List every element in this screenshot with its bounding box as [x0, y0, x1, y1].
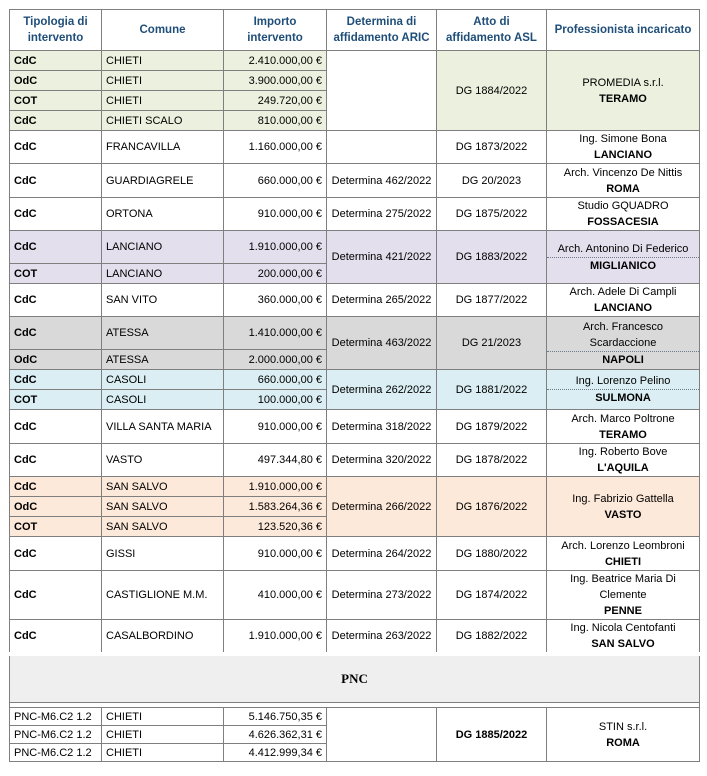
cell-tipologia: CdC: [10, 198, 102, 231]
cell-comune: CHIETI: [102, 51, 224, 71]
professionista-city: CHIETI: [604, 555, 642, 568]
cell-determina-aric: Determina 263/2022: [327, 620, 437, 655]
interventions-table: [9, 9, 700, 762]
cell-comune: CHIETI: [102, 744, 224, 762]
cell-comune: SAN SALVO: [102, 517, 224, 537]
cell-determina-aric: Determina 262/2022: [327, 370, 437, 410]
cell-importo: 497.344,80 €: [224, 444, 327, 477]
cell-professionista: [547, 410, 700, 444]
cell-determina-aric: Determina 265/2022: [327, 284, 437, 317]
cell-comune: CASOLI: [102, 370, 224, 390]
professionista-city: SULMONA: [595, 392, 651, 404]
cell-atto-asl: DG 1882/2022: [437, 620, 547, 655]
cell-atto-asl: DG 1881/2022: [437, 370, 547, 410]
professionista-city: PENNE: [604, 605, 642, 617]
table-row: [10, 537, 700, 571]
cell-importo: 100.000,00 €: [224, 390, 327, 410]
cell-determina-aric: Determina 273/2022: [327, 571, 437, 620]
cell-importo: 1.160.000,00 €: [224, 131, 327, 164]
cell-tipologia: COT: [10, 91, 102, 111]
professionista-city: TERAMO: [599, 92, 647, 105]
professionista-name: PROMEDIA s.r.l.: [582, 76, 664, 89]
cell-determina-aric: Determina 462/2022: [327, 164, 437, 198]
header-professionista: Professionista incaricato: [547, 10, 700, 51]
professionista-city: LANCIANO: [593, 149, 653, 161]
professionista-city: SAN SALVO: [591, 638, 655, 650]
cell-atto-asl: DG 1884/2022: [437, 51, 547, 131]
cell-atto-asl: DG 1875/2022: [437, 198, 547, 231]
professionista-name: Arch. Vincenzo De Nittis: [563, 166, 683, 179]
header-atto-asl: Atto di affidamento ASL: [437, 10, 547, 51]
cell-determina-aric: Determina 463/2022: [327, 317, 437, 370]
cell-importo: 2.000.000,00 €: [224, 350, 327, 370]
cell-importo: 810.000,00 €: [224, 111, 327, 131]
cell-comune: CHIETI SCALO: [102, 111, 224, 131]
cell-comune: GISSI: [102, 537, 224, 571]
professionista-city: NAPOLI: [602, 353, 644, 366]
cell-tipologia: COT: [10, 264, 102, 284]
cell-importo: 1.583.264,36 €: [224, 497, 327, 517]
cell-professionista: [547, 477, 700, 537]
header-importo: Importo intervento: [224, 10, 327, 51]
professionista-name: Studio GQUADRO: [577, 200, 669, 212]
cell-atto-asl: DG 1876/2022: [437, 477, 547, 537]
cell-importo: 4.412.999,34 €: [224, 744, 327, 762]
cell-professionista: [547, 444, 700, 477]
cell-professionista: [547, 51, 700, 131]
cell-tipologia: CdC: [10, 131, 102, 164]
cell-importo: 1.910.000,00 €: [224, 231, 327, 264]
cell-tipologia: CdC: [10, 317, 102, 350]
cell-tipologia: CdC: [10, 111, 102, 131]
cell-atto-asl: DG 20/2023: [437, 164, 547, 198]
cell-determina-aric: Determina 266/2022: [327, 477, 437, 537]
table-body: [10, 51, 700, 762]
professionista-name: Arch. Francesco Scardaccione: [582, 320, 664, 349]
cell-tipologia: CdC: [10, 410, 102, 444]
cell-determina-aric: Determina 264/2022: [327, 537, 437, 571]
cell-atto-asl: DG 1883/2022: [437, 231, 547, 284]
cell-comune: ORTONA: [102, 198, 224, 231]
cell-tipologia: PNC-M6.C2 1.2: [10, 744, 102, 762]
cell-importo: 4.626.362,31 €: [224, 726, 327, 744]
professionista-name: Ing. Roberto Bove: [578, 446, 668, 458]
cell-importo: 360.000,00 €: [224, 284, 327, 317]
cell-tipologia: COT: [10, 517, 102, 537]
table-row: [10, 571, 700, 620]
table-row: [10, 164, 700, 198]
cell-comune: LANCIANO: [102, 231, 224, 264]
professionista-name: Ing. Simone Bona: [579, 133, 667, 145]
cell-comune: VILLA SANTA MARIA: [102, 410, 224, 444]
cell-comune: SAN SALVO: [102, 477, 224, 497]
professionista-city: LANCIANO: [593, 302, 653, 314]
cell-atto-asl: DG 1877/2022: [437, 284, 547, 317]
cell-professionista: [547, 317, 700, 370]
table-row: [10, 231, 700, 264]
cell-importo: 5.146.750,35 €: [224, 708, 327, 726]
professionista-name: Arch. Marco Poltrone: [571, 412, 675, 425]
table-row: [10, 477, 700, 497]
cell-tipologia: CdC: [10, 477, 102, 497]
professionista-name: STIN s.r.l.: [598, 720, 648, 733]
cell-atto-asl: DG 1873/2022: [437, 131, 547, 164]
cell-tipologia: CdC: [10, 444, 102, 477]
professionista-city: MIGLIANICO: [590, 259, 656, 272]
cell-tipologia: CdC: [10, 620, 102, 655]
professionista-name: Ing. Nicola Centofanti: [570, 622, 676, 634]
cell-comune: ATESSA: [102, 350, 224, 370]
professionista-city: ROMA: [606, 182, 640, 195]
professionista-city: TERAMO: [599, 428, 647, 441]
professionista-city: FOSSACESIA: [587, 216, 659, 228]
cell-comune: FRANCAVILLA: [102, 131, 224, 164]
cell-comune: SAN SALVO: [102, 497, 224, 517]
professionista-city: VASTO: [604, 508, 642, 521]
cell-importo: 660.000,00 €: [224, 370, 327, 390]
header-row: [10, 10, 700, 51]
table-row: [10, 198, 700, 231]
cell-tipologia: PNC-M6.C2 1.2: [10, 726, 102, 744]
cell-tipologia: CdC: [10, 231, 102, 264]
cell-importo: 3.900.000,00 €: [224, 71, 327, 91]
cell-importo: 249.720,00 €: [224, 91, 327, 111]
cell-tipologia: COT: [10, 390, 102, 410]
table-row: [10, 370, 700, 390]
cell-professionista: [547, 164, 700, 198]
cell-tipologia: CdC: [10, 571, 102, 620]
cell-comune: CHIETI: [102, 71, 224, 91]
cell-comune: CHIETI: [102, 726, 224, 744]
table-row: [10, 708, 700, 726]
cell-importo: 2.410.000,00 €: [224, 51, 327, 71]
cell-tipologia: CdC: [10, 164, 102, 198]
cell-professionista: [547, 537, 700, 571]
cell-tipologia: OdC: [10, 350, 102, 370]
cell-determina-aric: Determina 275/2022: [327, 198, 437, 231]
cell-tipologia: OdC: [10, 71, 102, 91]
cell-tipologia: CdC: [10, 370, 102, 390]
cell-comune: GUARDIAGRELE: [102, 164, 224, 198]
cell-importo: 910.000,00 €: [224, 537, 327, 571]
cell-professionista: [547, 231, 700, 284]
cell-importo: 1.910.000,00 €: [224, 477, 327, 497]
professionista-city: ROMA: [606, 736, 640, 749]
professionista-name: Ing. Beatrice Maria Di Clemente: [570, 573, 676, 601]
cell-importo: 660.000,00 €: [224, 164, 327, 198]
header-comune: Comune: [102, 10, 224, 51]
cell-importo: 910.000,00 €: [224, 198, 327, 231]
cell-professionista: [547, 370, 700, 410]
pnc-section-label: PNC: [10, 654, 700, 703]
cell-comune: CASALBORDINO: [102, 620, 224, 655]
table-row: [10, 51, 700, 71]
cell-professionista: [547, 620, 700, 655]
cell-atto-asl: DG 1878/2022: [437, 444, 547, 477]
table-row: [10, 410, 700, 444]
cell-professionista: [547, 708, 700, 762]
cell-comune: LANCIANO: [102, 264, 224, 284]
cell-comune: CHIETI: [102, 91, 224, 111]
cell-determina-aric: [327, 131, 437, 164]
header-determina-aric: Determina di affidamento ARIC: [327, 10, 437, 51]
cell-comune: ATESSA: [102, 317, 224, 350]
table-row: [10, 444, 700, 477]
cell-determina-aric: [327, 51, 437, 131]
cell-determina-aric: [327, 708, 437, 762]
table-row: [10, 317, 700, 350]
cell-importo: 910.000,00 €: [224, 410, 327, 444]
table-row: [10, 131, 700, 164]
cell-professionista: [547, 198, 700, 231]
cell-atto-asl: DG 21/2023: [437, 317, 547, 370]
cell-tipologia: CdC: [10, 284, 102, 317]
cell-atto-asl: DG 1880/2022: [437, 537, 547, 571]
professionista-name: Arch. Antonino Di Federico: [557, 242, 689, 255]
table-row: [10, 284, 700, 317]
cell-importo: 410.000,00 €: [224, 571, 327, 620]
professionista-city: L'AQUILA: [597, 462, 649, 474]
cell-tipologia: OdC: [10, 497, 102, 517]
cell-comune: CASTIGLIONE M.M.: [102, 571, 224, 620]
cell-tipologia: CdC: [10, 51, 102, 71]
cell-comune: SAN VITO: [102, 284, 224, 317]
cell-determina-aric: Determina 318/2022: [327, 410, 437, 444]
cell-importo: 1.410.000,00 €: [224, 317, 327, 350]
cell-determina-aric: Determina 320/2022: [327, 444, 437, 477]
cell-importo: 1.910.000,00 €: [224, 620, 327, 655]
pnc-section-row: [10, 654, 700, 703]
cell-tipologia: CdC: [10, 537, 102, 571]
cell-atto-asl: DG 1885/2022: [437, 708, 547, 762]
professionista-name: Arch. Adele Di Campli: [569, 286, 677, 298]
cell-importo: 200.000,00 €: [224, 264, 327, 284]
professionista-name: Ing. Fabrizio Gattella: [572, 492, 674, 505]
cell-professionista: [547, 571, 700, 620]
cell-professionista: [547, 284, 700, 317]
cell-determina-aric: Determina 421/2022: [327, 231, 437, 284]
cell-tipologia: PNC-M6.C2 1.2: [10, 708, 102, 726]
cell-comune: CHIETI: [102, 708, 224, 726]
table-row: [10, 620, 700, 655]
header-tipologia: Tipologia di intervento: [10, 10, 102, 51]
professionista-name: Ing. Lorenzo Pelino: [575, 375, 671, 387]
cell-professionista: [547, 131, 700, 164]
cell-comune: CASOLI: [102, 390, 224, 410]
cell-importo: 123.520,36 €: [224, 517, 327, 537]
cell-atto-asl: DG 1879/2022: [437, 410, 547, 444]
cell-atto-asl: DG 1874/2022: [437, 571, 547, 620]
professionista-name: Arch. Lorenzo Leombroni: [561, 539, 685, 552]
cell-comune: VASTO: [102, 444, 224, 477]
